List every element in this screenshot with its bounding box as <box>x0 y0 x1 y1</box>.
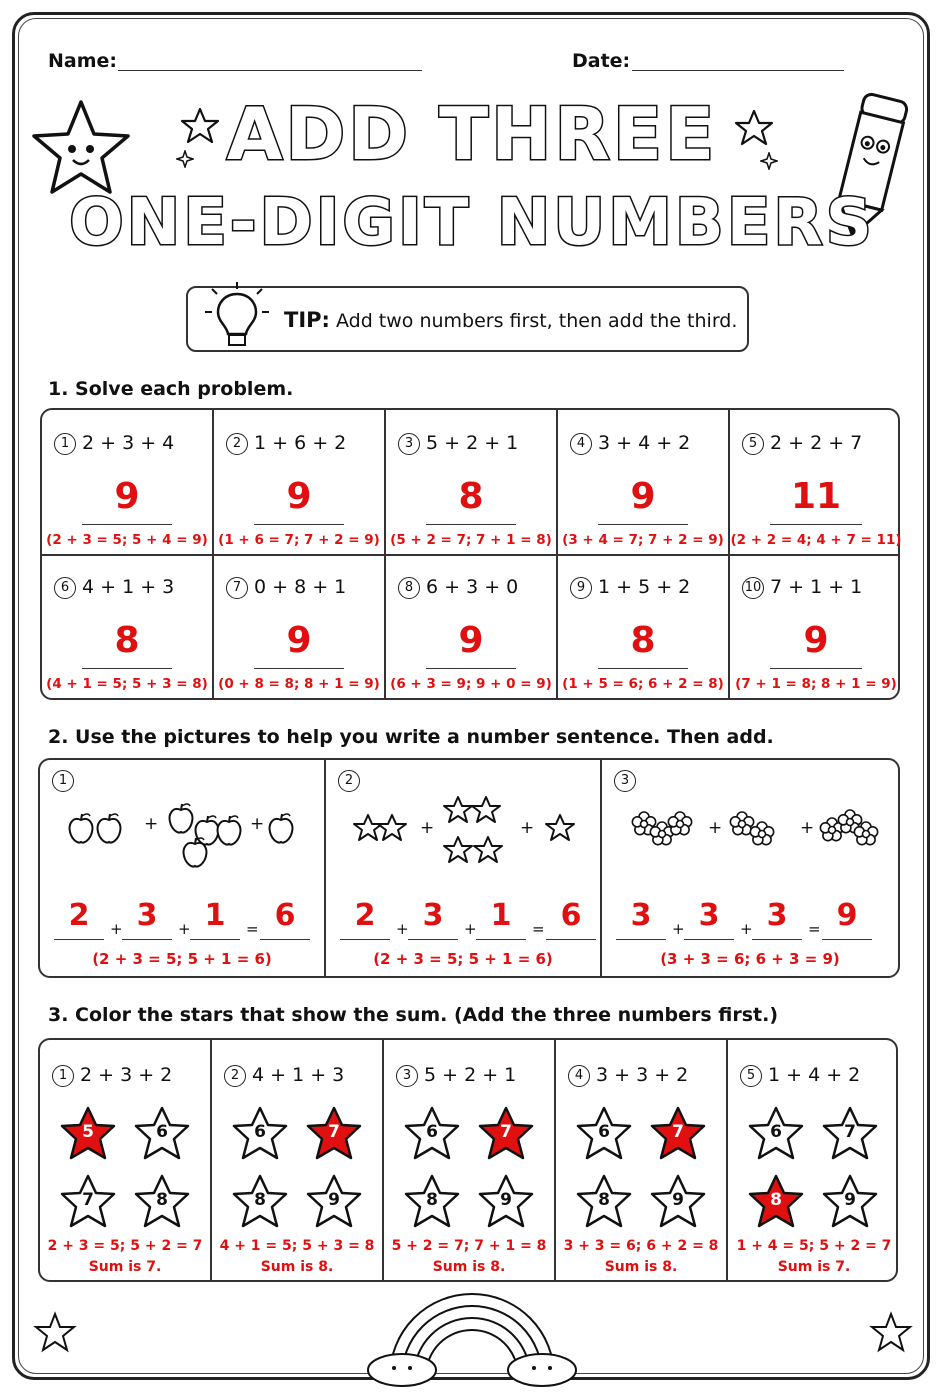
answer-text: 8 <box>630 620 656 661</box>
work-text: (1 + 6 = 7; 7 + 2 = 9) <box>218 532 380 548</box>
date-field[interactable] <box>632 70 844 71</box>
work-text: (2 + 2 = 4; 4 + 7 = 11) <box>730 532 902 548</box>
section3-heading: 3. Color the stars that show the sum. (Add the three numbers first.) <box>48 1004 779 1026</box>
work-text: 1 + 4 = 5; 5 + 2 = 7 <box>736 1238 892 1254</box>
star-number: 6 <box>156 1122 168 1142</box>
circled-number: 3 <box>614 770 636 792</box>
work-text: (5 + 2 = 7; 7 + 1 = 8) <box>390 532 552 548</box>
answer-star[interactable] <box>820 1104 880 1164</box>
answer-star[interactable] <box>304 1172 364 1232</box>
star-number: 9 <box>500 1190 512 1210</box>
equals-sign: = <box>532 920 545 938</box>
problem-cell <box>558 410 730 554</box>
problem-number: 4 <box>570 433 592 455</box>
circled-number: 1 <box>52 770 74 792</box>
star-number: 7 <box>82 1190 94 1210</box>
plus-sign: + <box>740 920 753 938</box>
star-number: 8 <box>426 1190 438 1210</box>
problem-expr-text: 1 + 5 + 2 <box>598 576 691 598</box>
work-text: (6 + 3 = 9; 9 + 0 = 9) <box>390 676 552 692</box>
star-number: 8 <box>156 1190 168 1210</box>
problem-expr-text: 1 + 6 + 2 <box>254 432 347 454</box>
plus-sign: + <box>110 920 123 938</box>
star-number: 6 <box>598 1122 610 1142</box>
problem-cell <box>730 410 902 554</box>
answer-star[interactable] <box>402 1104 462 1164</box>
problem-expression <box>740 1064 860 1087</box>
tip-label: TIP: <box>284 308 330 332</box>
work-text: 5 + 2 = 7; 7 + 1 = 8 <box>391 1238 547 1254</box>
problem-expression <box>54 432 174 455</box>
plus-sign: + <box>144 814 159 834</box>
problem-cell <box>42 554 214 698</box>
star-problem-cell <box>728 1040 900 1280</box>
problem-expression <box>570 432 690 455</box>
star-number: 9 <box>328 1190 340 1210</box>
sum-text: Sum is 8. <box>260 1259 334 1275</box>
answer-star[interactable] <box>476 1104 536 1164</box>
problem-expression <box>54 576 174 599</box>
answer-text: 9 <box>286 476 312 517</box>
star-number: 7 <box>844 1122 856 1142</box>
work-text: (1 + 5 = 6; 6 + 2 = 8) <box>562 676 724 692</box>
problem-expr-text: 1 + 4 + 2 <box>768 1064 861 1086</box>
answer-text: 9 <box>630 476 656 517</box>
problem-number: 2 <box>226 433 248 455</box>
work-text: 3 + 3 = 6; 6 + 2 = 8 <box>563 1238 719 1254</box>
star-number: 7 <box>328 1122 340 1142</box>
answer-star[interactable] <box>132 1104 192 1164</box>
plus-sign: + <box>708 818 723 838</box>
work-text: (0 + 8 = 8; 8 + 1 = 9) <box>218 676 380 692</box>
number-sentence <box>40 900 324 944</box>
problem-number: 5 <box>742 433 764 455</box>
problem-expr-text: 2 + 2 + 7 <box>770 432 863 454</box>
work-text: (2 + 3 = 5; 5 + 4 = 9) <box>46 532 208 548</box>
work-text: (2 + 3 = 5; 5 + 1 = 6) <box>92 950 272 968</box>
work-text: (7 + 1 = 8; 8 + 1 = 9) <box>735 676 897 692</box>
plus-sign: + <box>800 818 815 838</box>
problem-expression <box>398 432 518 455</box>
star-problem-cell <box>40 1040 212 1280</box>
name-label: Name: <box>48 50 118 72</box>
star-number: 6 <box>770 1122 782 1142</box>
work-text: (4 + 1 = 5; 5 + 3 = 8) <box>46 676 208 692</box>
answer-line[interactable] <box>770 668 862 669</box>
problem-expr-text: 4 + 1 + 3 <box>252 1064 345 1086</box>
problem-expr-text: 3 + 4 + 2 <box>598 432 691 454</box>
addend-blank-3[interactable]: 1 <box>476 900 526 940</box>
problem-expr-text: 2 + 3 + 2 <box>80 1064 173 1086</box>
answer-line[interactable] <box>82 668 172 669</box>
plus-sign: + <box>178 920 191 938</box>
sum-text: Sum is 8. <box>604 1259 678 1275</box>
addend-blank-2[interactable]: 3 <box>122 900 172 940</box>
answer-text: 8 <box>114 620 140 661</box>
answer-star[interactable] <box>820 1172 880 1232</box>
answer-line[interactable] <box>598 668 688 669</box>
answer-star[interactable] <box>574 1172 634 1232</box>
rainbow-icon <box>350 1286 594 1388</box>
work-text: (3 + 3 = 6; 6 + 3 = 9) <box>660 950 840 968</box>
tip-text <box>284 308 737 332</box>
picture-problem-cell <box>40 760 326 978</box>
sum-blank[interactable]: 6 <box>546 900 596 940</box>
star-number: 6 <box>254 1122 266 1142</box>
answer-star[interactable] <box>304 1104 364 1164</box>
tip-body: Add two numbers first, then add the third. <box>335 310 738 332</box>
plus-sign: + <box>396 920 409 938</box>
problem-cell <box>730 554 902 698</box>
problem-expression <box>742 576 862 599</box>
sum-text: Sum is 7. <box>777 1259 851 1275</box>
problem-cell <box>386 554 558 698</box>
work-text: (3 + 4 = 7; 7 + 2 = 9) <box>562 532 724 548</box>
equals-sign: = <box>246 920 259 938</box>
problem-expr-text: 5 + 2 + 1 <box>426 432 519 454</box>
problem-expression <box>570 576 690 599</box>
answer-line[interactable] <box>254 524 344 525</box>
problem-cell <box>42 410 214 554</box>
star-number: 8 <box>770 1190 782 1210</box>
section1-grid <box>40 408 900 700</box>
answer-line[interactable] <box>426 524 516 525</box>
answer-star[interactable] <box>58 1104 118 1164</box>
problem-cell <box>386 410 558 554</box>
apple-icon <box>48 772 318 872</box>
addend-blank-3[interactable]: 1 <box>190 900 240 940</box>
flower-icon <box>610 772 890 872</box>
date-label: Date: <box>572 50 631 72</box>
answer-text: 9 <box>286 620 312 661</box>
equals-sign: = <box>808 920 821 938</box>
answer-star[interactable] <box>476 1172 536 1232</box>
answer-text: 9 <box>114 476 140 517</box>
problem-expr-text: 3 + 3 + 2 <box>596 1064 689 1086</box>
answer-line[interactable] <box>254 668 344 669</box>
problem-cell <box>214 554 386 698</box>
problem-expr-text: 6 + 3 + 0 <box>426 576 519 598</box>
corner-star-icon-right <box>866 1308 916 1358</box>
answer-line[interactable] <box>770 524 862 525</box>
answer-star[interactable] <box>230 1172 290 1232</box>
circled-number: 4 <box>568 1065 590 1087</box>
picture-problem-cell <box>602 760 898 978</box>
star-problem-cell <box>212 1040 384 1280</box>
answer-text: 9 <box>458 620 484 661</box>
problem-expression <box>398 576 518 599</box>
problem-expression <box>52 1064 172 1087</box>
problem-number: 10 <box>742 577 764 599</box>
star-number: 8 <box>254 1190 266 1210</box>
section3-grid <box>38 1038 898 1282</box>
answer-star[interactable] <box>402 1172 462 1232</box>
corner-star-icon-left <box>30 1308 80 1358</box>
star-number: 7 <box>672 1122 684 1142</box>
problem-expr-text: 4 + 1 + 3 <box>82 576 175 598</box>
answer-text: 11 <box>790 476 842 517</box>
star-number: 8 <box>598 1190 610 1210</box>
star-number: 9 <box>844 1190 856 1210</box>
problem-expression <box>396 1064 516 1087</box>
answer-text: 8 <box>458 476 484 517</box>
star-number: 6 <box>426 1122 438 1142</box>
work-text: 2 + 3 = 5; 5 + 2 = 7 <box>47 1238 203 1254</box>
number-sentence <box>326 900 600 944</box>
problem-cell <box>214 410 386 554</box>
answer-star[interactable] <box>648 1104 708 1164</box>
sum-blank[interactable]: 9 <box>822 900 872 940</box>
problem-number: 3 <box>398 433 420 455</box>
problem-expr-text: 7 + 1 + 1 <box>770 576 863 598</box>
answer-line[interactable] <box>598 524 688 525</box>
lightbulb-icon <box>202 280 272 356</box>
plus-sign: + <box>464 920 477 938</box>
circled-number: 1 <box>52 1065 74 1087</box>
star-number: 9 <box>672 1190 684 1210</box>
problem-expr-text: 2 + 3 + 4 <box>82 432 175 454</box>
problem-expression <box>226 432 346 455</box>
section2-heading: 2. Use the pictures to help you write a number sentence. Then add. <box>48 726 774 748</box>
problem-expression <box>568 1064 688 1087</box>
answer-star[interactable] <box>746 1104 806 1164</box>
plus-sign: + <box>420 818 435 838</box>
problem-number: 9 <box>570 577 592 599</box>
picture-problem-cell <box>326 760 602 978</box>
circled-number: 3 <box>396 1065 418 1087</box>
star-number: 5 <box>82 1122 94 1142</box>
addend-blank-1[interactable]: 3 <box>616 900 666 940</box>
work-text: 4 + 1 = 5; 5 + 3 = 8 <box>219 1238 375 1254</box>
problem-expression <box>226 576 346 599</box>
star-problem-cell <box>384 1040 556 1280</box>
addend-blank-2[interactable]: 3 <box>408 900 458 940</box>
answer-star[interactable] <box>746 1172 806 1232</box>
answer-star[interactable] <box>648 1172 708 1232</box>
name-field[interactable] <box>118 70 422 71</box>
sum-text: Sum is 8. <box>432 1259 506 1275</box>
addend-blank-1[interactable]: 2 <box>340 900 390 940</box>
work-text: (2 + 3 = 5; 5 + 1 = 6) <box>373 950 553 968</box>
problem-cell <box>558 554 730 698</box>
answer-line[interactable] <box>426 668 516 669</box>
answer-star[interactable] <box>574 1104 634 1164</box>
plus-sign: + <box>520 818 535 838</box>
answer-star[interactable] <box>58 1172 118 1232</box>
problem-expr-text: 5 + 2 + 1 <box>424 1064 517 1086</box>
problem-expr-text: 0 + 8 + 1 <box>254 576 347 598</box>
sum-blank[interactable]: 6 <box>260 900 310 940</box>
sum-text: Sum is 7. <box>88 1259 162 1275</box>
star-problem-cell <box>556 1040 728 1280</box>
problem-number: 6 <box>54 577 76 599</box>
plus-sign: + <box>250 814 265 834</box>
circled-number: 5 <box>740 1065 762 1087</box>
addend-blank-2[interactable]: 3 <box>684 900 734 940</box>
star-icon <box>334 772 594 872</box>
answer-star[interactable] <box>230 1104 290 1164</box>
addend-blank-3[interactable]: 3 <box>752 900 802 940</box>
title-line-2: ONE-DIGIT NUMBERS <box>69 186 875 260</box>
problem-number: 8 <box>398 577 420 599</box>
section2-grid <box>38 758 900 978</box>
plus-sign: + <box>672 920 685 938</box>
answer-text: 9 <box>803 620 829 661</box>
problem-number: 7 <box>226 577 248 599</box>
problem-expression <box>224 1064 344 1087</box>
answer-star[interactable] <box>132 1172 192 1232</box>
answer-line[interactable] <box>82 524 172 525</box>
star-number: 7 <box>500 1122 512 1142</box>
problem-expression <box>742 432 862 455</box>
circled-number: 2 <box>224 1065 246 1087</box>
circled-number: 2 <box>338 770 360 792</box>
section1-heading: 1. Solve each problem. <box>48 378 294 400</box>
tip-box <box>186 286 749 352</box>
problem-number: 1 <box>54 433 76 455</box>
addend-blank-1[interactable]: 2 <box>54 900 104 940</box>
title-line-1: ADD THREE <box>226 92 718 176</box>
number-sentence <box>602 900 898 944</box>
